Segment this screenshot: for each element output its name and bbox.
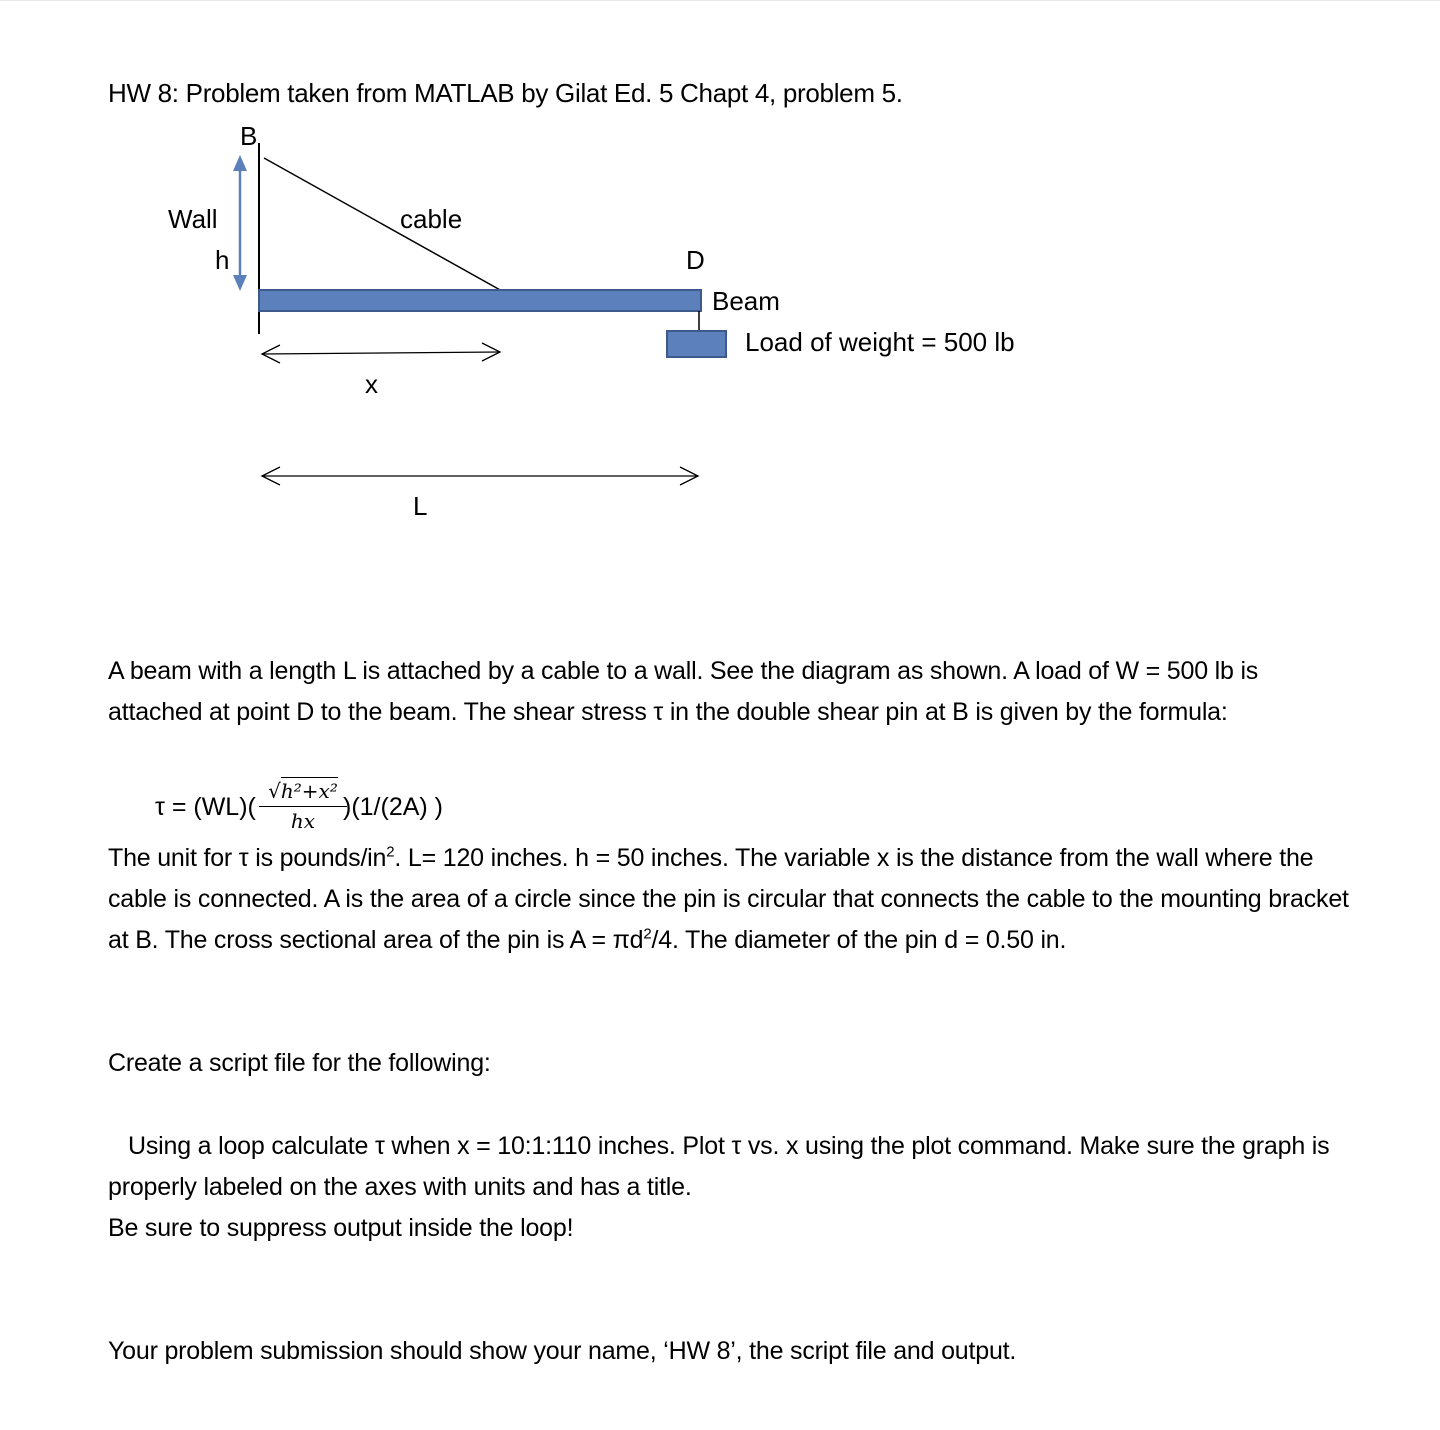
formula-numerator — [259, 778, 347, 807]
submission-note: Your problem submission should show your name, ‘HW 8’, the script file and output. — [108, 1337, 1017, 1365]
h-dimension-arrow — [233, 155, 247, 291]
wall-label: Wall — [168, 204, 218, 234]
units-text-2: . L= 120 inches. h = 50 inches. The variable x is the distance from the wall where the cable is connected. A is the area of a circle since the pin is circular that connects the cable to the mounting bracket at B. The cross sectional area of the pin is A = πd — [108, 844, 1349, 954]
suppress-output-line: Be sure to suppress output inside the loop! — [108, 1214, 574, 1242]
loop-instruction-line: Using a loop calculate τ when x = 10:1:110 inches. Plot τ vs. x using the plot command. Make sure the graph is properly labeled on the axes with units and has a title. — [108, 1132, 1330, 1201]
beam-label: Beam — [712, 286, 780, 316]
formula-rhs: )(1/(2A) ) — [343, 793, 443, 821]
problem-description: A beam with a length L is attached by a cable to a wall. See the diagram as shown. A load of W = 500 lb is attached at point D to the beam. The shear stress τ in the double shear pin at B is given by the formula: — [108, 657, 1259, 726]
point-d-label: D — [686, 245, 705, 275]
h-label: h — [215, 245, 230, 275]
numerator-text: h²+x² — [280, 779, 338, 803]
x-dimension-arrow — [262, 343, 500, 363]
page-title: HW 8: Problem taken from MATLAB by Gilat Ed. 5 Chapt 4, problem 5. — [108, 78, 903, 108]
beam-bar — [259, 290, 701, 311]
l-label: L — [413, 491, 428, 521]
point-b-label: B — [240, 121, 258, 151]
sqrt-symbol: √ — [268, 779, 281, 803]
x-label: x — [365, 369, 378, 399]
formula-denominator: hx — [290, 809, 316, 833]
load-label: Load of weight = 500 lb — [745, 327, 1015, 357]
loop-instructions — [108, 1126, 1358, 1249]
l-dimension-arrow — [262, 467, 698, 485]
units-text-3: /4. The diameter of the pin d = 0.50 in. — [651, 926, 1067, 954]
units-text-1: The unit for τ is pounds/in — [108, 844, 387, 872]
formula-lhs: τ = (WL)( — [155, 793, 256, 821]
script-instruction-heading: Create a script file for the following: — [108, 1049, 491, 1077]
cable-label: cable — [400, 204, 463, 234]
formula-fraction — [259, 778, 347, 834]
units-description — [108, 838, 1358, 961]
units-superscript-1: 2 — [386, 843, 395, 861]
beam-cable-diagram — [0, 0, 1440, 560]
cable-line — [264, 158, 502, 291]
units-superscript-2: 2 — [643, 925, 652, 943]
load-block — [667, 331, 726, 357]
